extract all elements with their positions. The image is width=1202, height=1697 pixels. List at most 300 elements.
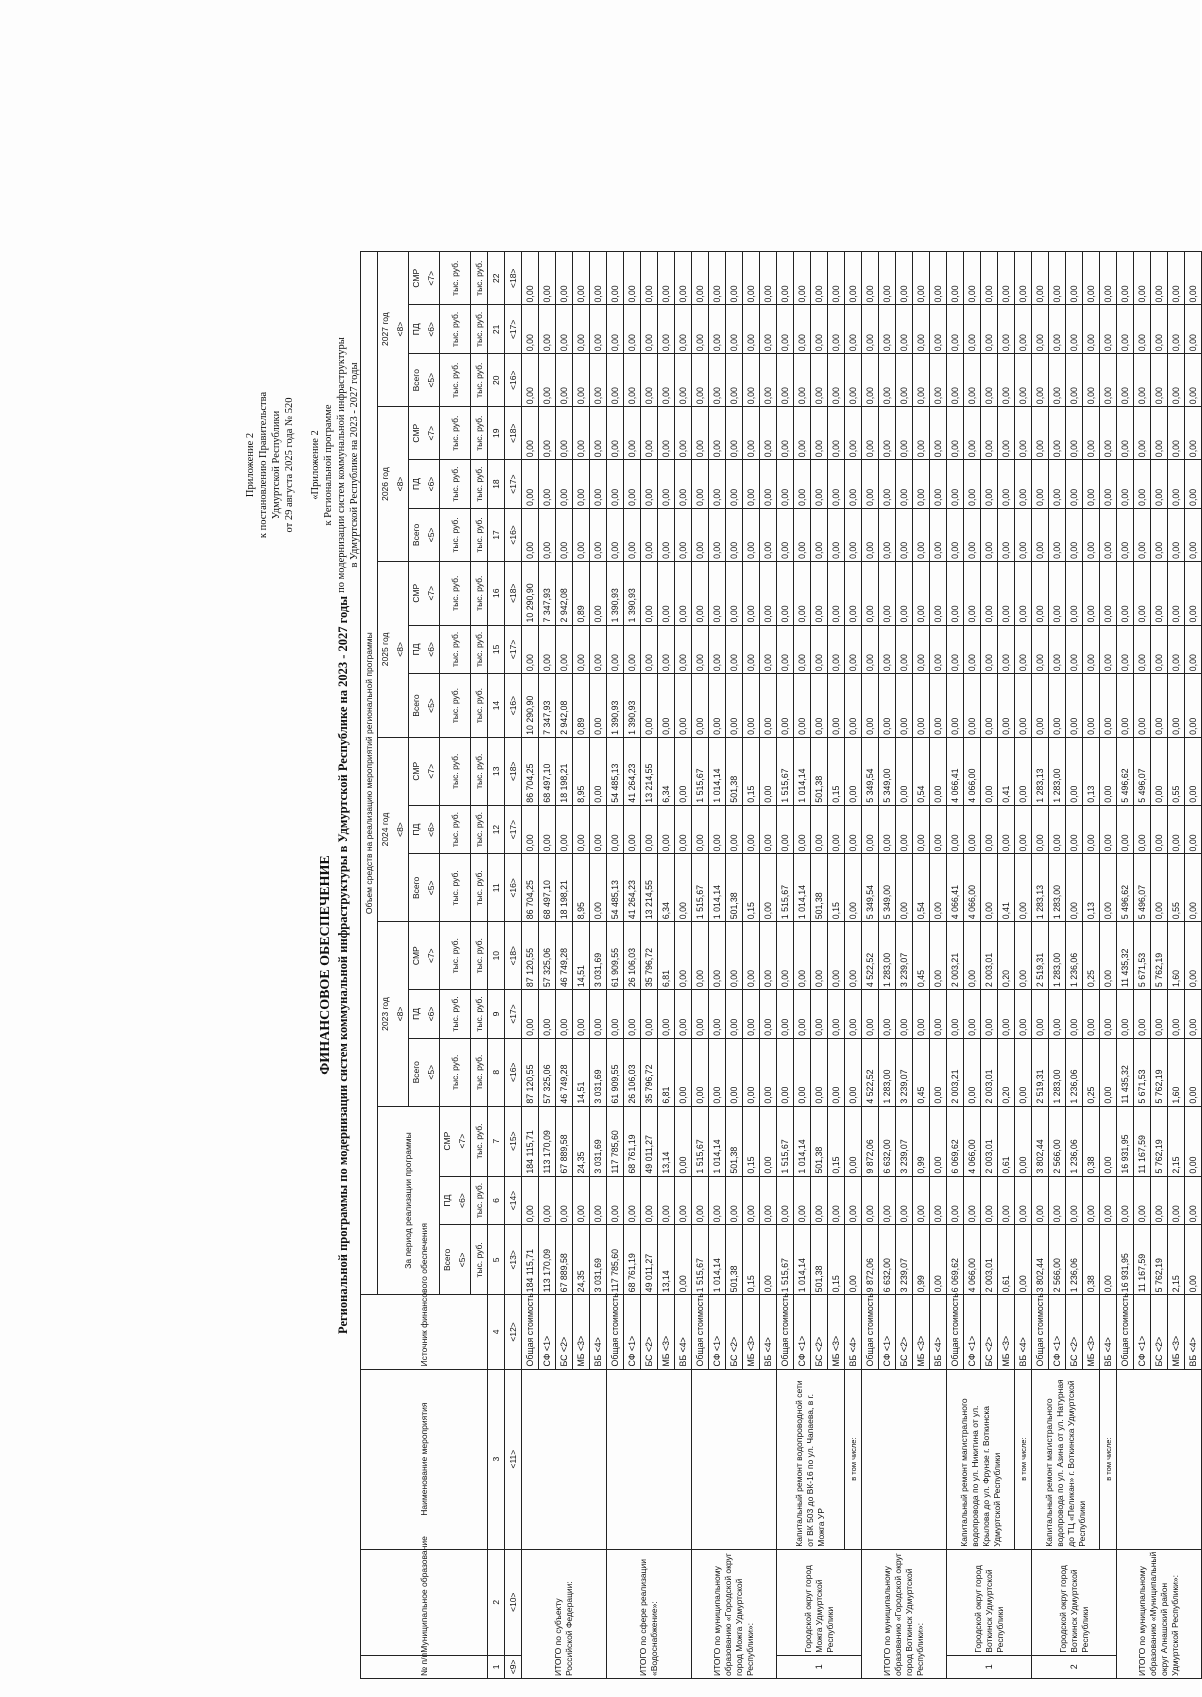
value-cell: 0,00 xyxy=(709,1176,726,1225)
value-cell: 0,00 xyxy=(981,561,998,625)
value-cell: 5 496,62 xyxy=(1117,854,1134,922)
value-cell: 0,00 xyxy=(811,508,828,561)
column-number: 3 xyxy=(488,1369,505,1549)
value-cell: 54 485,13 xyxy=(607,854,624,922)
header-source: Источник финансового обеспечения xyxy=(361,1295,488,1369)
value-cell: 0,00 xyxy=(930,460,947,509)
value-cell: 8,95 xyxy=(573,737,590,805)
value-cell: 0,00 xyxy=(675,1225,692,1295)
value-cell: 0,00 xyxy=(726,252,743,305)
value-cell: 0,00 xyxy=(539,1176,556,1225)
value-cell: 0,00 xyxy=(1083,508,1100,561)
value-cell: 0,00 xyxy=(1134,1176,1151,1225)
header-col xyxy=(409,922,440,990)
value-cell: 0,00 xyxy=(794,252,811,305)
total-name: ИТОГО по муниципальному образованию «Городской округ город Можга Удмуртской Республики»: xyxy=(692,1549,777,1678)
value-cell: 117 785,60 xyxy=(607,1106,624,1176)
source-label: Общая стоимость xyxy=(692,1295,709,1369)
empty-cell xyxy=(862,1369,947,1549)
value-cell: 0,00 xyxy=(1168,674,1185,738)
source-label: МБ <3> xyxy=(1083,1295,1100,1369)
value-cell: 0,00 xyxy=(1168,625,1185,674)
value-cell: 0,00 xyxy=(522,305,539,354)
header-units: тыс. руб. xyxy=(471,561,488,625)
value-cell: 0,00 xyxy=(760,805,777,854)
value-cell: 0,00 xyxy=(1168,990,1185,1039)
value-cell: 0,00 xyxy=(726,407,743,460)
header-row xyxy=(361,252,378,1679)
header-units: тыс. руб. xyxy=(440,305,471,354)
value-cell: 0,41 xyxy=(998,737,1015,805)
value-cell: 0,00 xyxy=(590,1176,607,1225)
value-cell: 0,00 xyxy=(743,252,760,305)
value-cell: 54 485,13 xyxy=(607,737,624,805)
value-cell: 5 496,07 xyxy=(1134,737,1151,805)
value-cell: 0,00 xyxy=(1066,990,1083,1039)
value-cell: 0,00 xyxy=(641,407,658,460)
value-cell: 0,00 xyxy=(998,1176,1015,1225)
value-cell: 0,00 xyxy=(794,625,811,674)
value-cell: 0,15 xyxy=(828,854,845,922)
value-cell: 1 236,06 xyxy=(1066,922,1083,990)
header-units: тыс. руб. xyxy=(471,1106,488,1176)
value-cell: 0,00 xyxy=(777,922,794,990)
value-cell: 0,00 xyxy=(981,737,998,805)
value-cell: 0,00 xyxy=(1032,460,1049,509)
value-cell: 3 802,44 xyxy=(1032,1106,1049,1176)
value-cell: 0,00 xyxy=(675,252,692,305)
value-cell: 14,51 xyxy=(573,922,590,990)
value-cell: 0,00 xyxy=(658,990,675,1039)
value-cell: 0,00 xyxy=(1015,674,1032,738)
table-header xyxy=(361,252,522,1679)
measure-name: Капитальный ремонт магистрального водопровода по ул. Никитина от ул. Крылова до ул. Фрунзе г. Воткинска Удмуртской Республики xyxy=(947,1369,1015,1549)
value-cell: 0,00 xyxy=(811,1038,828,1106)
value-cell: 1,60 xyxy=(1168,922,1185,990)
value-cell: 0,00 xyxy=(981,252,998,305)
source-label: Общая стоимость xyxy=(777,1295,794,1369)
value-cell: 1 390,93 xyxy=(624,674,641,738)
value-cell: 0,00 xyxy=(692,922,709,990)
value-cell: 0,00 xyxy=(1100,922,1117,990)
header-col-note: <6> xyxy=(426,822,436,837)
column-number: 5 xyxy=(488,1225,505,1295)
value-cell: 501,38 xyxy=(811,1225,828,1295)
value-cell: 0,00 xyxy=(573,354,590,407)
value-cell: 0,00 xyxy=(743,805,760,854)
value-cell: 0,00 xyxy=(743,625,760,674)
value-cell: 0,00 xyxy=(981,305,998,354)
value-cell: 0,00 xyxy=(590,354,607,407)
value-cell: 0,00 xyxy=(1100,508,1117,561)
value-cell: 0,00 xyxy=(556,1176,573,1225)
source-label: СФ <1> xyxy=(1049,1295,1066,1369)
value-cell: 0,00 xyxy=(845,354,862,407)
incl-label: в том числе: xyxy=(1015,1369,1032,1549)
value-cell: 0,00 xyxy=(1134,354,1151,407)
value-cell: 0,00 xyxy=(675,625,692,674)
header-col-note: <6> xyxy=(426,642,436,657)
value-cell: 0,00 xyxy=(947,990,964,1039)
value-cell: 0,00 xyxy=(624,252,641,305)
value-cell: 0,00 xyxy=(1117,407,1134,460)
source-label: СФ <1> xyxy=(539,1295,556,1369)
value-cell: 0,00 xyxy=(1032,252,1049,305)
header-col-label: СМР xyxy=(411,583,421,603)
value-cell: 0,00 xyxy=(641,252,658,305)
value-cell: 49 011,27 xyxy=(641,1225,658,1295)
value-cell: 0,00 xyxy=(981,990,998,1039)
annex-line: по модернизации систем коммунальной инфраструктуры xyxy=(336,337,347,593)
value-cell: 0,00 xyxy=(811,1176,828,1225)
value-cell: 0,00 xyxy=(862,805,879,854)
value-cell: 0,00 xyxy=(658,354,675,407)
value-cell: 0,00 xyxy=(879,305,896,354)
value-cell: 6,34 xyxy=(658,737,675,805)
value-cell: 0,00 xyxy=(777,305,794,354)
value-cell: 0,00 xyxy=(675,737,692,805)
value-cell: 3 031,69 xyxy=(590,1225,607,1295)
header-year-label: 2027 год xyxy=(380,312,390,346)
column-number: 6 xyxy=(488,1176,505,1225)
value-cell: 5 762,19 xyxy=(1151,1038,1168,1106)
value-cell: 0,00 xyxy=(590,674,607,738)
value-cell: 0,00 xyxy=(981,460,998,509)
value-cell: 0,00 xyxy=(760,561,777,625)
value-cell: 0,00 xyxy=(1083,305,1100,354)
header-num: № п/п xyxy=(361,1655,488,1678)
value-cell: 0,00 xyxy=(590,854,607,922)
value-cell: 0,00 xyxy=(964,354,981,407)
value-cell: 0,00 xyxy=(896,407,913,460)
value-cell: 5 671,53 xyxy=(1134,1038,1151,1106)
header-units: тыс. руб. xyxy=(471,625,488,674)
value-cell: 0,00 xyxy=(641,561,658,625)
value-cell: 0,00 xyxy=(607,1176,624,1225)
value-cell: 0,00 xyxy=(811,305,828,354)
value-cell: 2 003,01 xyxy=(981,1106,998,1176)
header-units: тыс. руб. xyxy=(440,354,471,407)
value-cell: 0,00 xyxy=(573,805,590,854)
source-label: ВБ <4> xyxy=(675,1295,692,1369)
value-cell: 0,00 xyxy=(930,1225,947,1295)
value-cell: 0,00 xyxy=(1083,990,1100,1039)
value-cell: 0,00 xyxy=(692,1038,709,1106)
value-cell: 0,00 xyxy=(1100,407,1117,460)
value-cell: 0,00 xyxy=(1100,460,1117,509)
header-volume: Объем средств на реализацию мероприятий региональной программы xyxy=(361,252,378,1295)
value-cell: 0,00 xyxy=(624,805,641,854)
header-col-label: СМР xyxy=(411,268,421,288)
value-cell: 0,00 xyxy=(964,674,981,738)
value-cell: 0,00 xyxy=(675,508,692,561)
header-col xyxy=(409,561,440,625)
value-cell: 0,00 xyxy=(1015,1225,1032,1295)
value-cell: 0,00 xyxy=(692,508,709,561)
value-cell: 0,00 xyxy=(811,990,828,1039)
value-cell: 0,00 xyxy=(828,354,845,407)
value-cell: 0,00 xyxy=(1100,805,1117,854)
source-label: МБ <3> xyxy=(998,1295,1015,1369)
value-cell: 0,00 xyxy=(1049,561,1066,625)
value-cell: 46 749,28 xyxy=(556,1038,573,1106)
value-cell: 0,00 xyxy=(947,460,964,509)
header-units: тыс. руб. xyxy=(471,737,488,805)
column-note: <16> xyxy=(505,674,522,738)
source-label: ВБ <4> xyxy=(1015,1295,1032,1369)
value-cell: 0,00 xyxy=(726,460,743,509)
value-cell: 0,00 xyxy=(607,252,624,305)
value-cell: 0,15 xyxy=(743,1106,760,1176)
value-cell: 18 198,21 xyxy=(556,854,573,922)
value-cell: 2 566,00 xyxy=(1049,1106,1066,1176)
value-cell: 0,00 xyxy=(845,460,862,509)
value-cell: 87 120,55 xyxy=(522,922,539,990)
header-col xyxy=(409,305,440,354)
header-units: тыс. руб. xyxy=(440,561,471,625)
value-cell: 0,00 xyxy=(845,625,862,674)
value-cell: 0,00 xyxy=(1134,674,1151,738)
value-cell: 0,00 xyxy=(964,1038,981,1106)
header-col-note: <7> xyxy=(426,425,436,441)
value-cell: 501,38 xyxy=(811,854,828,922)
value-cell: 9 872,06 xyxy=(862,1225,879,1295)
header-year-label: 2024 год xyxy=(380,812,390,847)
value-cell: 0,00 xyxy=(556,805,573,854)
value-cell: 0,00 xyxy=(879,625,896,674)
header-units: тыс. руб. xyxy=(440,737,471,805)
value-cell: 0,00 xyxy=(1185,305,1202,354)
value-cell: 2 003,21 xyxy=(947,1038,964,1106)
value-cell: 0,00 xyxy=(845,1038,862,1106)
title-sub: Региональной программы по модернизации систем коммунальной инфраструктуры в Удмуртской Республике на 2023 - 2027 годы xyxy=(336,595,350,1335)
value-cell: 4 066,00 xyxy=(964,854,981,922)
value-cell: 5 762,19 xyxy=(1151,1106,1168,1176)
value-cell: 5 496,07 xyxy=(1134,854,1151,922)
value-cell: 0,00 xyxy=(760,305,777,354)
value-cell: 4 522,52 xyxy=(862,922,879,990)
table-row xyxy=(845,252,862,1679)
column-number: 8 xyxy=(488,1038,505,1106)
value-cell: 68 497,10 xyxy=(539,737,556,805)
value-cell: 0,15 xyxy=(828,737,845,805)
value-cell: 0,00 xyxy=(998,625,1015,674)
value-cell: 0,00 xyxy=(879,561,896,625)
column-note: <9> xyxy=(505,1655,522,1678)
value-cell: 1 515,67 xyxy=(692,1225,709,1295)
value-cell: 0,00 xyxy=(1066,354,1083,407)
header-col xyxy=(409,854,440,922)
value-cell: 1 390,93 xyxy=(607,674,624,738)
value-cell: 0,00 xyxy=(556,305,573,354)
value-cell: 0,00 xyxy=(1185,674,1202,738)
value-cell: 0,00 xyxy=(1134,305,1151,354)
value-cell: 0,00 xyxy=(930,737,947,805)
value-cell: 0,00 xyxy=(590,737,607,805)
header-col-note: <7> xyxy=(426,270,436,286)
value-cell: 0,00 xyxy=(641,1176,658,1225)
value-cell: 0,00 xyxy=(1100,625,1117,674)
source-label: МБ <3> xyxy=(828,1295,845,1369)
value-cell: 0,00 xyxy=(1100,1176,1117,1225)
value-cell: 0,00 xyxy=(964,922,981,990)
value-cell: 0,00 xyxy=(692,460,709,509)
value-cell: 0,00 xyxy=(964,990,981,1039)
value-cell: 0,00 xyxy=(964,460,981,509)
value-cell: 0,00 xyxy=(930,354,947,407)
value-cell: 10 290,90 xyxy=(522,561,539,625)
value-cell: 0,00 xyxy=(1032,354,1049,407)
value-cell: 0,00 xyxy=(1168,805,1185,854)
value-cell: 0,00 xyxy=(1100,990,1117,1039)
value-cell: 0,00 xyxy=(726,561,743,625)
value-cell: 0,00 xyxy=(1015,561,1032,625)
value-cell: 0,00 xyxy=(556,990,573,1039)
value-cell: 0,00 xyxy=(1083,407,1100,460)
header-units: тыс. руб. xyxy=(440,854,471,922)
value-cell: 0,25 xyxy=(1083,1038,1100,1106)
value-cell: 0,00 xyxy=(896,252,913,305)
value-cell: 0,00 xyxy=(845,407,862,460)
value-cell: 0,00 xyxy=(896,561,913,625)
empty-cell xyxy=(692,1369,777,1549)
value-cell: 0,00 xyxy=(1151,737,1168,805)
value-cell: 0,00 xyxy=(913,561,930,625)
value-cell: 5 349,54 xyxy=(862,854,879,922)
value-cell: 0,00 xyxy=(760,854,777,922)
value-cell: 0,00 xyxy=(998,674,1015,738)
value-cell: 0,00 xyxy=(964,805,981,854)
value-cell: 0,00 xyxy=(930,990,947,1039)
header-units: тыс. руб. xyxy=(471,1176,488,1225)
value-cell: 0,00 xyxy=(879,407,896,460)
value-cell: 3 031,69 xyxy=(590,922,607,990)
value-cell: 0,00 xyxy=(913,805,930,854)
row-number: 1 xyxy=(947,1655,1032,1678)
incl-label: в том числе: xyxy=(1100,1369,1117,1549)
value-cell: 0,00 xyxy=(828,922,845,990)
value-cell: 0,15 xyxy=(743,1225,760,1295)
value-cell: 0,00 xyxy=(777,561,794,625)
value-cell: 0,00 xyxy=(879,508,896,561)
value-cell: 0,00 xyxy=(1117,508,1134,561)
value-cell: 0,00 xyxy=(590,305,607,354)
value-cell: 0,15 xyxy=(743,737,760,805)
header-units: тыс. руб. xyxy=(471,990,488,1039)
value-cell: 1 014,14 xyxy=(794,854,811,922)
value-cell: 0,00 xyxy=(709,805,726,854)
value-cell: 1 014,14 xyxy=(794,737,811,805)
source-label: Общая стоимость xyxy=(947,1295,964,1369)
total-name: ИТОГО по субъекту Российской Федерации: xyxy=(522,1549,607,1678)
source-label: МБ <3> xyxy=(658,1295,675,1369)
value-cell: 0,00 xyxy=(981,854,998,922)
total-name: ИТОГО по муниципальному образованию «Городской округ город Воткинск Удмуртской Республики»: xyxy=(862,1549,947,1678)
value-cell: 24,35 xyxy=(573,1106,590,1176)
value-cell: 0,00 xyxy=(709,561,726,625)
value-cell: 0,00 xyxy=(675,407,692,460)
value-cell: 0,00 xyxy=(1066,1176,1083,1225)
value-cell: 0,00 xyxy=(930,674,947,738)
value-cell: 0,00 xyxy=(794,508,811,561)
header-col-label: Всего xyxy=(442,1248,452,1271)
financing-table xyxy=(360,251,1202,1679)
value-cell: 0,00 xyxy=(675,674,692,738)
table-row xyxy=(777,252,794,1679)
header-units: тыс. руб. xyxy=(440,460,471,509)
value-cell: 0,00 xyxy=(1168,508,1185,561)
table-row xyxy=(1100,252,1117,1679)
value-cell: 0,00 xyxy=(845,305,862,354)
value-cell: 0,00 xyxy=(913,1176,930,1225)
title-main: ФИНАНСОВОЕ ОБЕСПЕЧЕНИЕ xyxy=(318,855,333,1075)
value-cell: 0,00 xyxy=(760,922,777,990)
source-label: БС <2> xyxy=(726,1295,743,1369)
value-cell: 0,45 xyxy=(913,922,930,990)
value-cell: 0,00 xyxy=(522,354,539,407)
value-cell: 0,00 xyxy=(981,1176,998,1225)
value-cell: 0,00 xyxy=(828,1176,845,1225)
annex-line: к Региональной программе xyxy=(323,404,334,526)
rotated-sheet xyxy=(240,245,1198,1685)
header-col-note: <7> xyxy=(426,948,436,964)
value-cell: 0,00 xyxy=(573,460,590,509)
header-col-label: ПД xyxy=(411,478,421,490)
header-units: тыс. руб. xyxy=(440,407,471,460)
value-cell: 0,00 xyxy=(760,1106,777,1176)
value-cell: 0,00 xyxy=(998,805,1015,854)
value-cell: 0,00 xyxy=(743,354,760,407)
value-cell: 0,00 xyxy=(675,854,692,922)
value-cell: 0,00 xyxy=(1168,561,1185,625)
value-cell: 184 115,71 xyxy=(522,1106,539,1176)
value-cell: 0,00 xyxy=(896,990,913,1039)
value-cell: 0,00 xyxy=(998,252,1015,305)
value-cell: 0,00 xyxy=(692,354,709,407)
header-units: тыс. руб. xyxy=(440,625,471,674)
value-cell: 1 390,93 xyxy=(624,561,641,625)
column-note: <18> xyxy=(505,561,522,625)
value-cell: 0,00 xyxy=(1134,407,1151,460)
value-cell: 1 014,14 xyxy=(794,1225,811,1295)
value-cell: 9 872,06 xyxy=(862,1106,879,1176)
value-cell: 0,00 xyxy=(590,625,607,674)
value-cell: 0,00 xyxy=(1134,460,1151,509)
value-cell: 0,00 xyxy=(675,561,692,625)
value-cell: 1 283,00 xyxy=(1049,737,1066,805)
column-number: 15 xyxy=(488,625,505,674)
value-cell: 0,00 xyxy=(760,1225,777,1295)
value-cell: 1 515,67 xyxy=(692,854,709,922)
value-cell: 0,00 xyxy=(760,737,777,805)
value-cell: 1 283,00 xyxy=(879,1038,896,1106)
value-cell: 0,00 xyxy=(1185,460,1202,509)
value-cell: 11 167,59 xyxy=(1134,1106,1151,1176)
header-note-row xyxy=(505,252,522,1679)
value-cell: 0,00 xyxy=(998,407,1015,460)
value-cell: 0,00 xyxy=(1049,1176,1066,1225)
value-cell: 2 003,21 xyxy=(947,922,964,990)
measure-name: Капитальный ремонт магистрального водопровода по ул. Азина от ул. Натурная до ТЦ «Пеликан» г. Воткинска Удмуртской Республики xyxy=(1032,1369,1100,1549)
value-cell: 0,00 xyxy=(862,407,879,460)
header-units: тыс. руб. xyxy=(471,1038,488,1106)
value-cell: 0,00 xyxy=(896,1176,913,1225)
header-col-label: СМР xyxy=(411,946,421,966)
row-number: 1 xyxy=(777,1655,862,1678)
value-cell: 0,00 xyxy=(675,1176,692,1225)
column-number: 16 xyxy=(488,561,505,625)
value-cell: 0,00 xyxy=(1083,805,1100,854)
